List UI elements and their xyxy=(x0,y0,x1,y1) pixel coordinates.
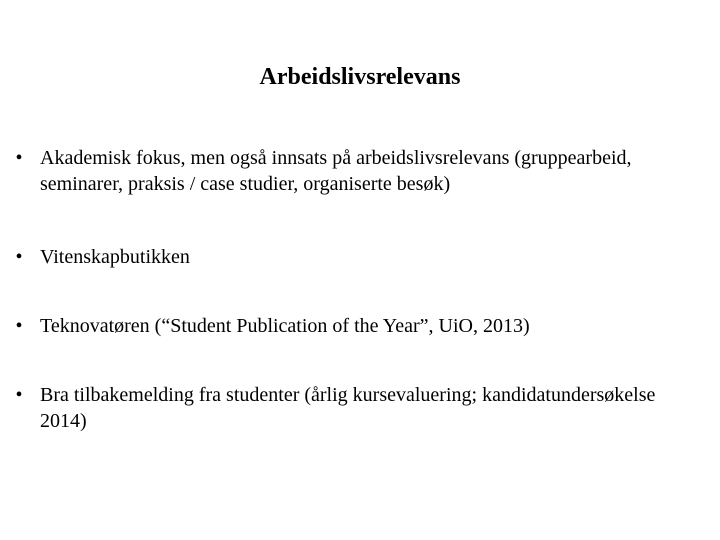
bullet-text: Teknovatøren (“Student Publication of the Year”, UiO, 2013) xyxy=(40,315,530,337)
bullet-text: Vitenskapbutikken xyxy=(40,246,190,268)
bullet-marker: • xyxy=(15,315,23,337)
slide-title: Arbeidslivsrelevans xyxy=(259,64,461,90)
bullet-item xyxy=(10,382,690,434)
bullet-text: Bra tilbakemelding fra studenter (årlig kursevaluering; kandidatundersøkelse 2014) xyxy=(40,384,656,432)
bullet-marker: • xyxy=(15,147,23,169)
bullet-text: Akademisk fokus, men også innsats på arbeidslivsrelevans (gruppearbeid, seminarer, praksis / case studier, organiserte besøk) xyxy=(40,147,632,195)
bullet-marker: • xyxy=(15,384,23,406)
bullet-item xyxy=(10,313,690,339)
bullet-item xyxy=(10,244,690,270)
bullet-item xyxy=(10,145,690,197)
bullet-marker: • xyxy=(15,246,23,268)
